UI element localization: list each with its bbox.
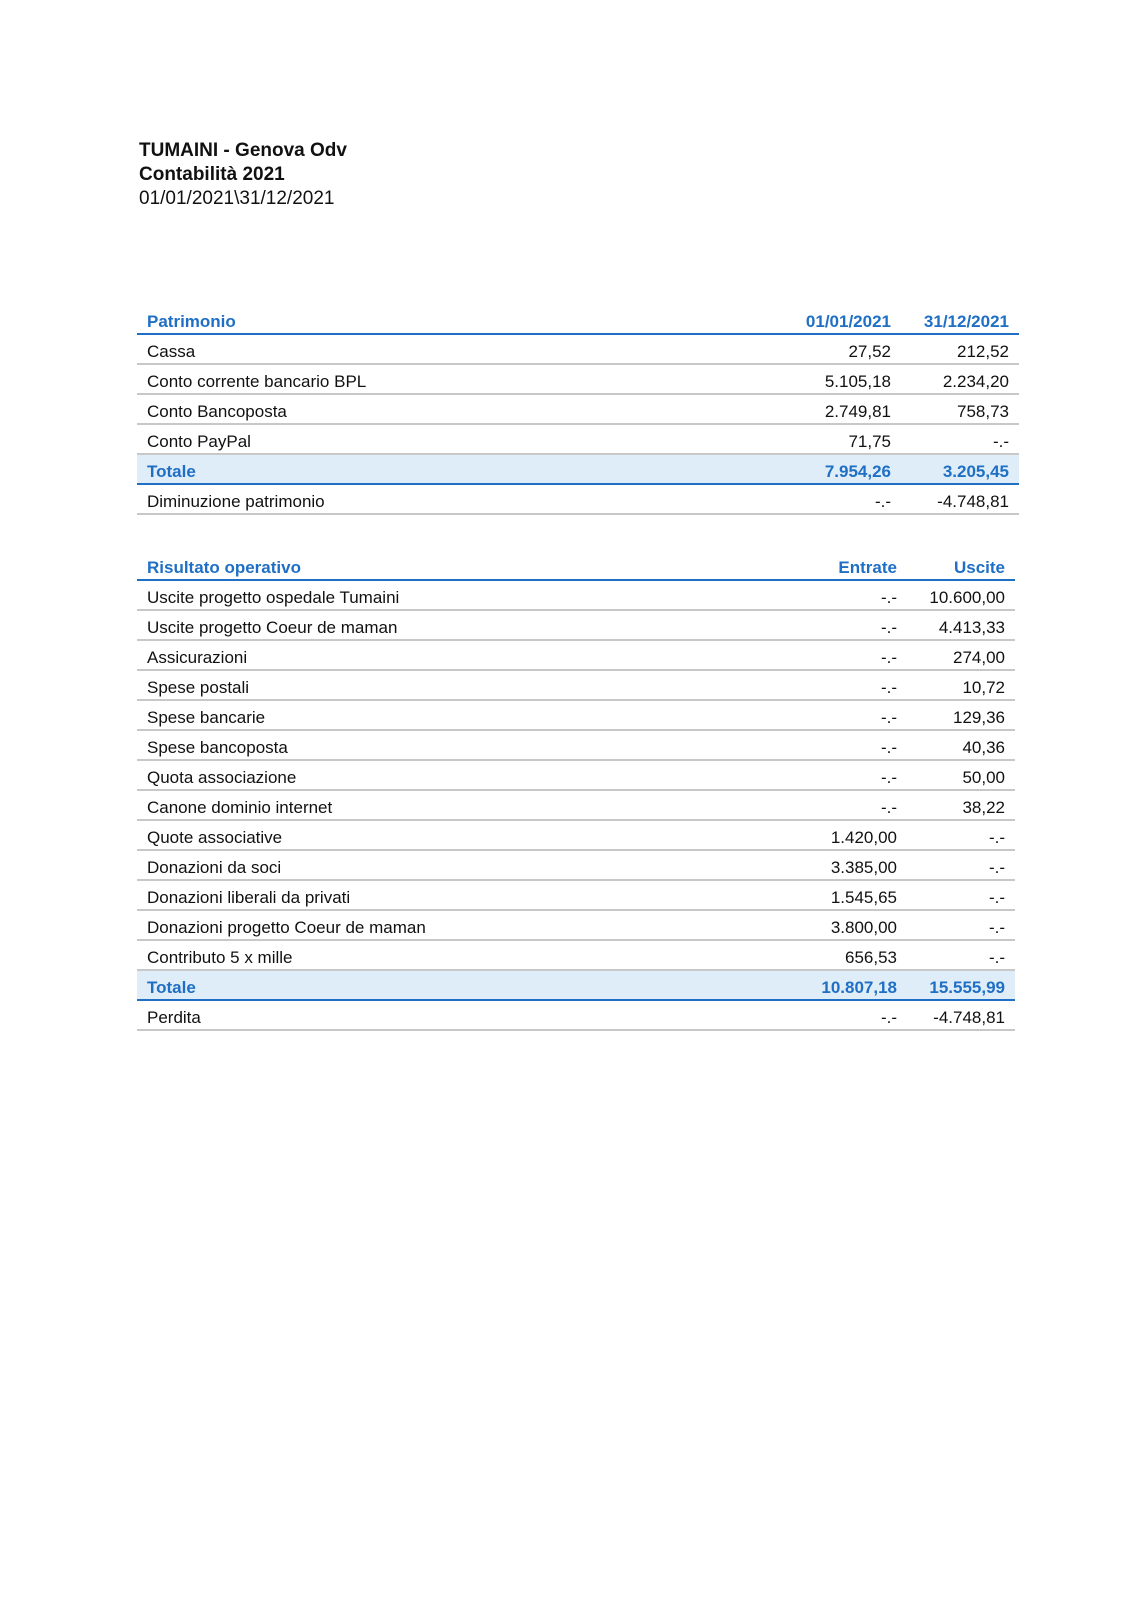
row-value-col2: -.- <box>907 820 1015 850</box>
row-value-col1: 3.385,00 <box>797 850 907 880</box>
row-label: Quota associazione <box>137 760 797 790</box>
row-value-col1: -.- <box>797 580 907 610</box>
row-label: Donazioni liberali da privati <box>137 880 797 910</box>
patrimonio-decrease-row <box>137 484 1019 514</box>
row-value-col1: 27,52 <box>783 334 901 364</box>
row-value-col2: 129,36 <box>907 700 1015 730</box>
patrimonio-header-row <box>137 305 1019 334</box>
row-label: Conto PayPal <box>137 424 783 454</box>
organization-name: TUMAINI - Genova Odv <box>139 140 347 161</box>
row-value-col2: 758,73 <box>901 394 1019 424</box>
row-value-col2: -.- <box>901 424 1019 454</box>
risultato-header-row <box>137 551 1015 580</box>
start-date-heading: 01/01/2021 <box>783 305 901 334</box>
row-value-col1: 5.105,18 <box>783 364 901 394</box>
row-label: Spese bancoposta <box>137 730 797 760</box>
row-value-col1: -.- <box>797 610 907 640</box>
total-uscite-value: 15.555,99 <box>907 970 1015 1000</box>
table-row <box>137 364 1019 394</box>
row-value-col2: 40,36 <box>907 730 1015 760</box>
perdita-entrate-value: -.- <box>797 1000 907 1030</box>
row-label: Assicurazioni <box>137 640 797 670</box>
row-value-col2: -.- <box>907 910 1015 940</box>
row-label: Quote associative <box>137 820 797 850</box>
table-row <box>137 610 1015 640</box>
row-value-col2: 50,00 <box>907 760 1015 790</box>
row-label: Contributo 5 x mille <box>137 940 797 970</box>
patrimonio-body <box>137 334 1019 454</box>
row-label: Spese postali <box>137 670 797 700</box>
table-row <box>137 910 1015 940</box>
table-row <box>137 790 1015 820</box>
row-value-col1: -.- <box>797 790 907 820</box>
decrease-end-value: -4.748,81 <box>901 484 1019 514</box>
table-row <box>137 394 1019 424</box>
row-value-col2: 38,22 <box>907 790 1015 820</box>
document-header <box>139 139 347 211</box>
row-value-col2: 2.234,20 <box>901 364 1019 394</box>
perdita-label: Perdita <box>137 1000 797 1030</box>
entrate-heading: Entrate <box>797 551 907 580</box>
risultato-body <box>137 580 1015 970</box>
perdita-uscite-value: -4.748,81 <box>907 1000 1015 1030</box>
row-value-col2: -.- <box>907 880 1015 910</box>
row-value-col1: 71,75 <box>783 424 901 454</box>
table-row <box>137 880 1015 910</box>
row-label: Spese bancarie <box>137 700 797 730</box>
table-row <box>137 700 1015 730</box>
row-value-col2: 10.600,00 <box>907 580 1015 610</box>
patrimonio-total-row <box>137 454 1019 484</box>
row-value-col2: 274,00 <box>907 640 1015 670</box>
row-label: Conto corrente bancario BPL <box>137 364 783 394</box>
row-value-col1: -.- <box>797 760 907 790</box>
uscite-heading: Uscite <box>907 551 1015 580</box>
document-title: Contabilità 2021 <box>139 164 285 185</box>
row-label: Donazioni progetto Coeur de maman <box>137 910 797 940</box>
row-value-col1: -.- <box>797 640 907 670</box>
row-value-col2: -.- <box>907 850 1015 880</box>
table-row <box>137 580 1015 610</box>
risultato-operativo-table <box>137 551 1015 1031</box>
total-start-value: 7.954,26 <box>783 454 901 484</box>
table-row <box>137 820 1015 850</box>
row-value-col1: 2.749,81 <box>783 394 901 424</box>
patrimonio-heading: Patrimonio <box>137 305 783 334</box>
total-end-value: 3.205,45 <box>901 454 1019 484</box>
table-row <box>137 940 1015 970</box>
table-row <box>137 670 1015 700</box>
table-row <box>137 424 1019 454</box>
table-row <box>137 730 1015 760</box>
patrimonio-table <box>137 305 1019 515</box>
decrease-start-value: -.- <box>783 484 901 514</box>
row-value-col1: 1.545,65 <box>797 880 907 910</box>
row-value-col1: 3.800,00 <box>797 910 907 940</box>
row-label: Donazioni da soci <box>137 850 797 880</box>
row-label: Cassa <box>137 334 783 364</box>
total-entrate-value: 10.807,18 <box>797 970 907 1000</box>
row-label: Uscite progetto ospedale Tumaini <box>137 580 797 610</box>
row-value-col1: -.- <box>797 700 907 730</box>
table-row <box>137 760 1015 790</box>
risultato-heading: Risultato operativo <box>137 551 797 580</box>
row-label: Canone dominio internet <box>137 790 797 820</box>
row-label: Uscite progetto Coeur de maman <box>137 610 797 640</box>
risultato-total-row <box>137 970 1015 1000</box>
row-value-col1: -.- <box>797 730 907 760</box>
perdita-row <box>137 1000 1015 1030</box>
table-row <box>137 850 1015 880</box>
total-label: Totale <box>137 970 797 1000</box>
table-row <box>137 334 1019 364</box>
decrease-label: Diminuzione patrimonio <box>137 484 783 514</box>
row-label: Conto Bancoposta <box>137 394 783 424</box>
row-value-col2: 10,72 <box>907 670 1015 700</box>
table-row <box>137 640 1015 670</box>
row-value-col2: 212,52 <box>901 334 1019 364</box>
row-value-col1: 1.420,00 <box>797 820 907 850</box>
document-period: 01/01/2021\31/12/2021 <box>139 188 335 209</box>
row-value-col1: 656,53 <box>797 940 907 970</box>
end-date-heading: 31/12/2021 <box>901 305 1019 334</box>
row-value-col1: -.- <box>797 670 907 700</box>
total-label: Totale <box>137 454 783 484</box>
row-value-col2: -.- <box>907 940 1015 970</box>
row-value-col2: 4.413,33 <box>907 610 1015 640</box>
